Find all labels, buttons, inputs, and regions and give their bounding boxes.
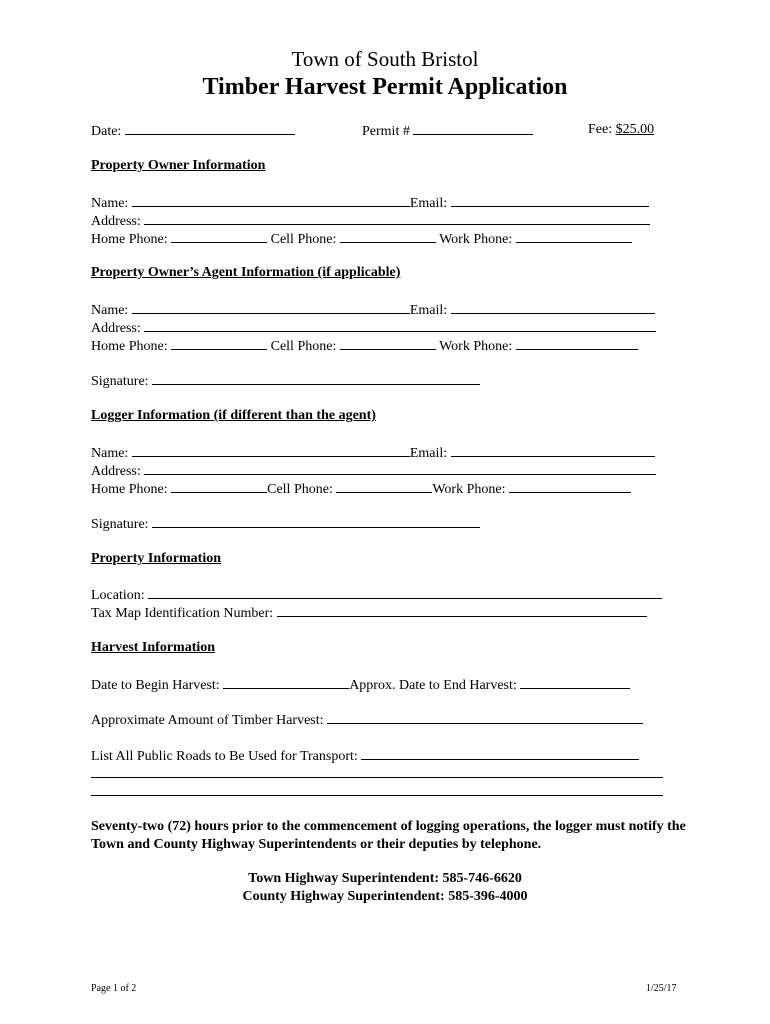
tax-map-row: [91, 603, 647, 623]
fee-row: [588, 121, 654, 139]
location-field[interactable]: [148, 585, 662, 599]
agent-address-row: [91, 318, 656, 338]
logger-address-field[interactable]: [144, 461, 656, 475]
notice-text: Seventy-two (72) hours prior to the commencement of logging operations, the logger must notify the Town and County Highway Superintendents or their deputies by telephone.: [91, 819, 686, 852]
owner-home-phone-field[interactable]: [171, 229, 267, 243]
agent-email-field[interactable]: [451, 300, 655, 314]
date-label: Date:: [91, 124, 122, 139]
section-owner: Property Owner Information: [91, 158, 266, 173]
harvest-dates-row: [91, 675, 630, 695]
agent-home-phone-label: Home Phone:: [91, 339, 168, 354]
roads-field[interactable]: [361, 746, 639, 760]
revision-date: 1/25/17: [646, 983, 677, 994]
logger-name-label: Name:: [91, 446, 129, 461]
agent-work-phone-field[interactable]: [516, 336, 638, 350]
owner-name-row: [91, 193, 649, 213]
owner-address-label: Address:: [91, 214, 141, 229]
fee-value: $25.00: [615, 122, 655, 137]
end-harvest-field[interactable]: [520, 675, 630, 689]
section-logger: Logger Information (if different than the agent): [91, 408, 376, 423]
agent-phone-row: [91, 336, 638, 356]
section-property: Property Information: [91, 551, 221, 566]
owner-email-field[interactable]: [451, 193, 649, 207]
owner-home-phone-label: Home Phone:: [91, 232, 168, 247]
harvest-amount-row: [91, 710, 643, 730]
logger-address-label: Address:: [91, 464, 141, 479]
agent-signature-label: Signature:: [91, 374, 149, 389]
agent-home-phone-field[interactable]: [171, 336, 267, 350]
owner-email-label: Email:: [409, 196, 448, 211]
roads-label: List All Public Roads to Be Used for Transport:: [91, 749, 358, 764]
owner-cell-phone-label: Cell Phone:: [270, 232, 337, 247]
agent-cell-phone-field[interactable]: [340, 336, 436, 350]
date-field[interactable]: [125, 121, 295, 135]
roads-extra-field-1[interactable]: [91, 764, 663, 778]
permit-row: [362, 121, 533, 141]
agent-cell-phone-label: Cell Phone:: [270, 339, 337, 354]
agent-name-row: [91, 300, 655, 320]
logger-work-phone-label: Work Phone:: [432, 482, 506, 497]
agent-name-field[interactable]: [132, 300, 410, 314]
roads-row: [91, 746, 639, 766]
roads-extra-field-2[interactable]: [91, 782, 663, 796]
agent-address-label: Address:: [91, 321, 141, 336]
owner-phone-row: [91, 229, 632, 249]
logger-address-row: [91, 461, 656, 481]
owner-work-phone-label: Work Phone:: [439, 232, 513, 247]
agent-name-label: Name:: [91, 303, 129, 318]
date-row: [91, 121, 295, 141]
owner-address-row: [91, 211, 650, 231]
logger-email-label: Email:: [409, 446, 448, 461]
section-agent: Property Owner’s Agent Information (if applicable): [91, 265, 401, 280]
section-harvest: Harvest Information: [91, 640, 216, 655]
logger-cell-phone-field[interactable]: [336, 479, 432, 493]
page-number: Page 1 of 2: [91, 983, 137, 994]
fee-label: Fee:: [588, 122, 613, 137]
begin-harvest-field[interactable]: [223, 675, 349, 689]
logger-phone-row: [91, 479, 631, 499]
county-superintendent: County Highway Superintendent: 585-396-4000: [242, 889, 528, 904]
logger-work-phone-field[interactable]: [509, 479, 631, 493]
permit-label: Permit #: [362, 124, 410, 139]
tax-map-field[interactable]: [277, 603, 647, 617]
agent-work-phone-label: Work Phone:: [439, 339, 513, 354]
harvest-amount-label: Approximate Amount of Timber Harvest:: [91, 713, 324, 728]
logger-signature-row: [91, 514, 480, 534]
logger-home-phone-label: Home Phone:: [91, 482, 168, 497]
form-title: Timber Harvest Permit Application: [202, 74, 568, 100]
logger-name-row: [91, 443, 655, 463]
logger-signature-field[interactable]: [152, 514, 480, 528]
logger-name-field[interactable]: [132, 443, 410, 457]
owner-work-phone-field[interactable]: [516, 229, 632, 243]
logger-cell-phone-label: Cell Phone:: [267, 482, 333, 497]
agent-signature-row: [91, 371, 480, 391]
owner-name-field[interactable]: [132, 193, 410, 207]
location-label: Location:: [91, 588, 145, 603]
owner-address-field[interactable]: [144, 211, 650, 225]
roads-continuation-1: [91, 764, 663, 784]
town-name: Town of South Bristol: [291, 47, 479, 71]
logger-home-phone-field[interactable]: [171, 479, 267, 493]
location-row: [91, 585, 662, 605]
tax-map-label: Tax Map Identification Number:: [91, 606, 274, 621]
logger-signature-label: Signature:: [91, 517, 149, 532]
logger-email-field[interactable]: [451, 443, 655, 457]
end-harvest-label: Approx. Date to End Harvest:: [349, 678, 517, 693]
agent-signature-field[interactable]: [152, 371, 480, 385]
agent-address-field[interactable]: [144, 318, 656, 332]
owner-cell-phone-field[interactable]: [340, 229, 436, 243]
permit-number-field[interactable]: [413, 121, 533, 135]
roads-continuation-2: [91, 782, 663, 802]
owner-name-label: Name:: [91, 196, 129, 211]
begin-harvest-label: Date to Begin Harvest:: [91, 678, 220, 693]
town-superintendent: Town Highway Superintendent: 585-746-6620: [248, 871, 522, 886]
agent-email-label: Email:: [409, 303, 448, 318]
harvest-amount-field[interactable]: [327, 710, 643, 724]
